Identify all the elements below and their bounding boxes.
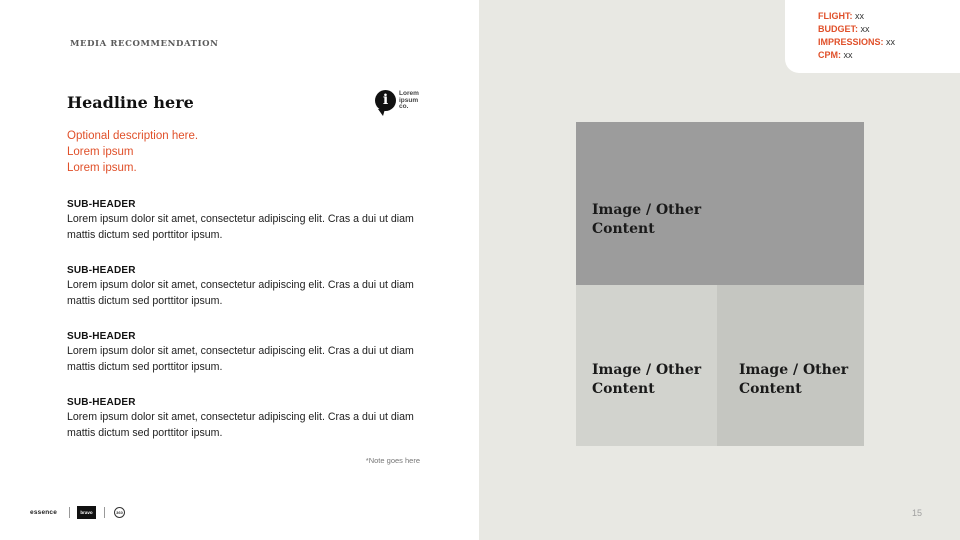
description-line: Lorem ipsum. [67, 162, 137, 174]
stat-flight: FLIGHT: xx [818, 11, 865, 21]
image-placeholder-top [576, 122, 864, 285]
brand-logo [375, 90, 427, 118]
image-placeholder-bottom-left [576, 285, 717, 446]
brand-logo-text: Lorem ipsum co. [399, 90, 419, 111]
stat-cpm: CPM: xx [818, 50, 853, 60]
logo-divider [69, 507, 70, 518]
section-label: MEDIA RECOMMENDATION [70, 39, 219, 49]
bravo-logo: bravo [77, 506, 96, 519]
logo-divider [104, 507, 105, 518]
block-body: Lorem ipsum dolor sit amet, consectetur adipiscing elit. Cras a dui ut diam mattis dictum sed porttitor ipsum. [67, 345, 414, 373]
sub-header: SUB-HEADER [67, 331, 136, 342]
content-block [67, 396, 429, 441]
stat-impressions: IMPRESSIONS: xx [818, 37, 896, 47]
placeholder-label: Image / Other Content [592, 362, 702, 397]
stats-card [785, 0, 960, 73]
image-placeholder-bottom-right [717, 285, 864, 446]
block-body: Lorem ipsum dolor sit amet, consectetur adipiscing elit. Cras a dui ut diam mattis dictum sed porttitor ipsum. [67, 411, 414, 439]
essence-logo: essence [30, 509, 58, 516]
placeholder-label: Image / Other Content [592, 202, 702, 237]
content-blocks [67, 198, 429, 462]
sub-header: SUB-HEADER [67, 397, 136, 408]
description [67, 128, 198, 176]
sub-header: SUB-HEADER [67, 199, 136, 210]
placeholder-label: Image / Other Content [739, 362, 849, 397]
content-block [67, 198, 429, 243]
page-number: 15 [911, 508, 922, 518]
speech-bubble-i-logo-icon: i [375, 90, 396, 111]
headline: Headline here [67, 93, 194, 112]
content-block [67, 264, 429, 309]
block-body: Lorem ipsum dolor sit amet, consectetur adipiscing elit. Cras a dui ut diam mattis dictum sed porttitor ipsum. [67, 279, 414, 307]
stat-budget: BUDGET: xx [818, 24, 870, 34]
content-block [67, 330, 429, 375]
footer-logos [30, 506, 130, 520]
description-line: Lorem ipsum [67, 146, 134, 158]
sub-header: SUB-HEADER [67, 265, 136, 276]
description-line: Optional description here. [67, 130, 199, 142]
circle-logo-icon: 360 [114, 507, 125, 518]
block-body: Lorem ipsum dolor sit amet, consectetur adipiscing elit. Cras a dui ut diam mattis dictum sed porttitor ipsum. [67, 213, 414, 241]
footnote: *Note goes here [365, 456, 420, 465]
